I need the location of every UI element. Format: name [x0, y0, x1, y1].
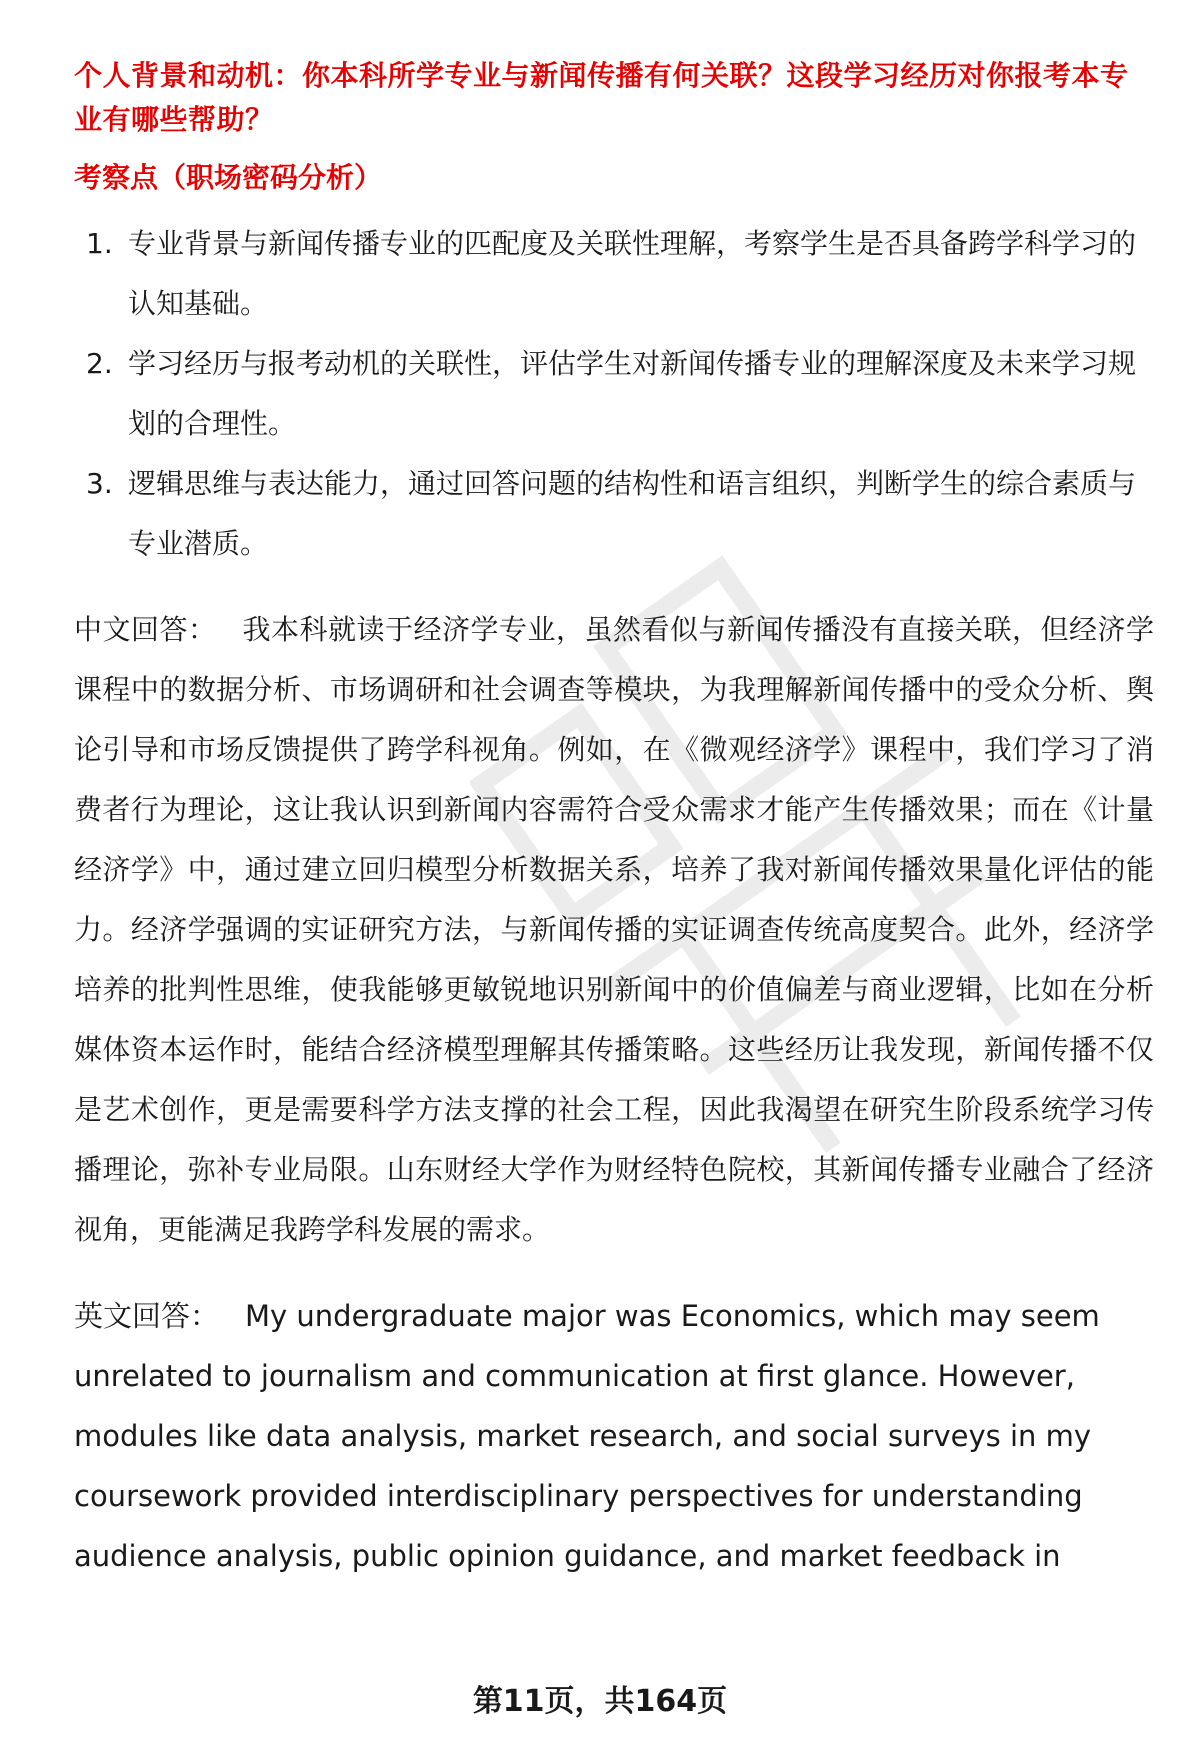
english-answer-text: My undergraduate major was Economics, which may seem unrelated to journalism and communication at first glance. However, modules like data analysis, market research, and social surveys in my coursework provided interdisciplinary perspectives for understanding audience analysis, public opinion guidance, and market feedback in — [74, 1299, 1100, 1573]
page-footer: 第11页，共164页 — [472, 1684, 728, 1719]
chinese-answer-label: 中文回答： — [74, 613, 217, 646]
english-answer — [74, 1286, 1154, 1586]
english-answer-label: 英文回答： — [74, 1299, 220, 1333]
list-item — [74, 454, 1154, 574]
list-number: 1. — [86, 227, 113, 260]
chinese-answer-text: 我本科就读于经济学专业，虽然看似与新闻传播没有直接关联，但经济学课程中的数据分析、市场调研和社会调查等模块，为我理解新闻传播中的受众分析、舆论引导和市场反馈提供了跨学科视角。例如，在《微观经济学》课程中，我们学习了消费者行为理论，这让我认识到新闻内容需符合受众需求才能产生传播效果；而在《计量经济学》中，通过建立回归模型分析数据关系，培养了我对新闻传播效果量化评估的能力。经济学强调的实证研究方法，与新闻传播的实证调查传统高度契合。此外，经济学培养的批判性思维，使我能够更敏锐地识别新闻中的价值偏差与商业逻辑，比如在分析媒体资本运作时，能结合经济模型理解其传播策略。这些经历让我发现，新闻传播不仅是艺术创作，更是需要科学方法支撑的社会工程，因此我渴望在研究生阶段系统学习传播理论，弥补专业局限。山东财经大学作为财经特色院校，其新闻传播专业融合了经济视角，更能满足我跨学科发展的需求。 — [74, 613, 1154, 1246]
list-text: 专业背景与新闻传播专业的匹配度及关联性理解，考察学生是否具备跨学科学习的认知基础。 — [128, 227, 1137, 320]
list-text: 学习经历与报考动机的关联性，评估学生对新闻传播专业的理解深度及未来学习规划的合理性。 — [128, 347, 1137, 440]
list-number: 3. — [86, 467, 113, 500]
question-heading: 个人背景和动机：你本科所学专业与新闻传播有何关联？这段学习经历对你报考本专业有哪些帮助？ — [74, 59, 1129, 136]
document-page — [74, 54, 1154, 1586]
section-title: 考察点（职场密码分析） — [74, 161, 383, 194]
list-item — [74, 214, 1154, 334]
list-number: 2. — [86, 347, 113, 380]
points-list — [74, 214, 1154, 574]
list-text: 逻辑思维与表达能力，通过回答问题的结构性和语言组织，判断学生的综合素质与专业潜质。 — [128, 467, 1137, 560]
chinese-answer — [74, 600, 1154, 1260]
list-item — [74, 334, 1154, 454]
